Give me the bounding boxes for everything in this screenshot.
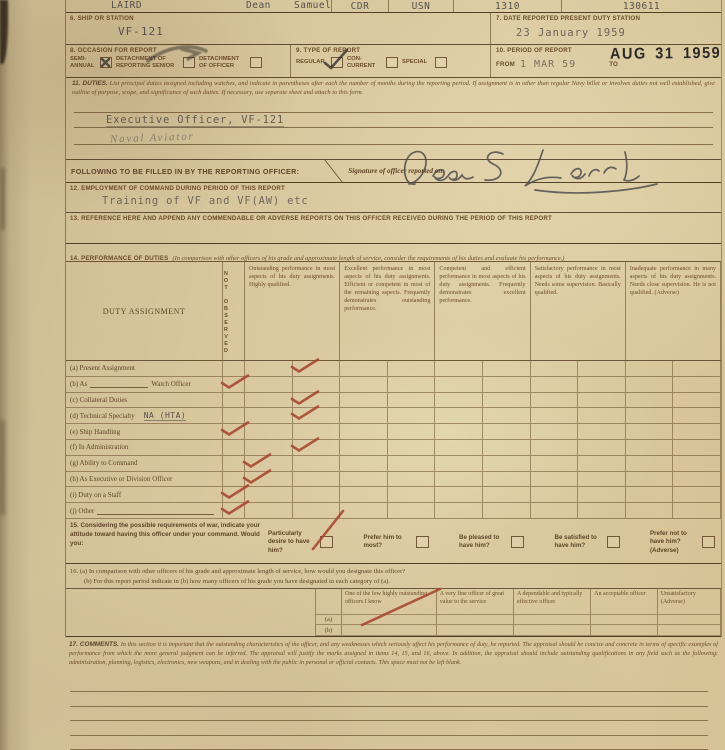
duty-label-tail: Watch Officer <box>151 380 191 389</box>
service-cell: USN <box>388 0 453 12</box>
attitude-option <box>364 534 429 551</box>
rating-column-header: Excellent performance in most aspects of his duty assignments. Efficient or competent in most of the remaining aspects. Frequently demonstrates outstanding performance. <box>340 262 435 360</box>
ship-or-station-label: 6. SHIP OR STATION <box>70 15 134 22</box>
duty-row-label <box>66 503 223 518</box>
duty-entry-typed: Executive Officer, VF-121 <box>106 114 285 127</box>
not-observed-cell <box>223 487 245 502</box>
duty-row <box>66 503 721 519</box>
rating-cell <box>483 503 531 518</box>
rating-cell <box>673 440 721 455</box>
rating-cell <box>245 424 293 439</box>
section-references <box>66 213 721 244</box>
rating-cell <box>340 487 388 502</box>
date-reported-value: 23 January 1959 <box>516 27 626 39</box>
red-checkmark <box>290 437 320 452</box>
rating-cell <box>293 456 341 471</box>
duty-row-label <box>66 472 223 487</box>
rank-cell: CDR <box>331 0 388 12</box>
checkbox <box>250 57 262 68</box>
designation-blank-cell <box>66 589 316 636</box>
employment-label: 12. EMPLOYMENT OF COMMAND DURING PERIOD OF THIS REPORT <box>70 185 285 192</box>
rating-cell <box>673 377 721 392</box>
file-number-cell: 130611 <box>561 0 721 12</box>
report-option <box>199 56 262 69</box>
performance-header <box>66 244 721 262</box>
date-stamp: AUG 31 1959 <box>609 44 722 64</box>
not-observed-cell <box>223 456 245 471</box>
rating-cell <box>340 456 388 471</box>
rating-cell <box>388 408 436 423</box>
rating-cell <box>388 377 436 392</box>
rating-cell <box>388 393 436 408</box>
checkbox <box>416 536 429 548</box>
report-option <box>347 56 398 69</box>
designation-column-header: An acceptable officer <box>591 589 658 615</box>
checkbox <box>100 57 112 68</box>
not-observed-cell <box>223 503 245 518</box>
rating-cell <box>531 393 579 408</box>
designation-column-header: A dependable and typically effective officer <box>514 589 591 615</box>
not-observed-cell <box>223 361 245 376</box>
checkbox <box>702 536 715 548</box>
red-slash-mark <box>311 519 347 553</box>
rating-cell <box>673 408 721 423</box>
rating-cell <box>245 408 293 423</box>
rating-cell <box>626 472 674 487</box>
designation-cell <box>658 625 721 636</box>
rating-cell <box>483 487 531 502</box>
rating-cell <box>626 456 674 471</box>
attitude-option-label: Be satisfied to have him? <box>554 534 597 550</box>
red-checkmark <box>290 405 320 420</box>
edge-smudge <box>1 168 5 230</box>
designation-cell <box>437 615 514 626</box>
not-observed-cell <box>223 393 245 408</box>
performance-title: 14. PERFORMANCE OF DUTIES <box>70 255 169 262</box>
report-option-label: SEMI-ANNUAL <box>70 56 95 69</box>
references-label: 13. REFERENCE HERE AND APPEND ANY COMMENDABLE OR ADVERSE REPORTS ON THIS OFFICER RECEIVED DURING THE PERIOD OF THIS REPORT <box>70 215 552 222</box>
row-occasion-type-period <box>66 45 721 78</box>
designator-cell: 1310 <box>453 0 561 12</box>
rating-cell <box>531 361 579 376</box>
rating-cell <box>293 440 341 455</box>
pencil-x-mark <box>101 58 111 67</box>
checkbox <box>386 57 398 68</box>
duty-row <box>66 377 721 393</box>
red-checkmark <box>290 390 320 405</box>
attitude-question: 15. Considering the possible requirements of war, indicate your attitude toward having this officer under your command. Would you: <box>70 521 261 547</box>
rating-column-header: Competent and efficient performance in most aspects of his duty assignments. Frequently demonstrates excellent performance. <box>435 262 530 360</box>
signature <box>385 140 685 200</box>
comment-ruled-lines <box>65 678 722 750</box>
field-occasion <box>66 45 291 77</box>
banner-left-label: FOLLOWING TO BE FILLED IN BY THE REPORTING OFFICER: <box>71 166 300 176</box>
rating-cell <box>483 424 531 439</box>
rating-cell <box>435 472 483 487</box>
not-observed-cell <box>223 472 245 487</box>
rating-cell <box>245 503 293 518</box>
comments-instructions <box>69 640 718 667</box>
rating-cell <box>578 377 626 392</box>
attitude-option <box>650 530 715 555</box>
duty-label-text: (e) Ship Handling <box>70 427 121 436</box>
rating-cell <box>245 361 293 376</box>
attitude-option-label: Particularly desire to have him? <box>268 529 310 554</box>
rating-cell <box>673 503 721 518</box>
designation-line-a: 16. (a) In comparison with other officers of his grade and approximate length of service, how would you designate this officer? <box>70 567 406 575</box>
rating-cell <box>578 361 626 376</box>
rating-cell <box>245 487 293 502</box>
duty-label-text: (f) In Administration <box>70 443 129 452</box>
duty-row <box>66 408 721 424</box>
rating-cell <box>388 503 436 518</box>
designation-column-header: Unsatisfactory (Adverse) <box>658 589 721 615</box>
rating-cell <box>626 408 674 423</box>
rating-cell <box>626 424 674 439</box>
rating-cell <box>435 377 483 392</box>
rating-column-header: Outstanding performance in most aspects of his duty assignments. Highly qualified. <box>245 262 340 360</box>
ship-or-station-value: VF-121 <box>118 25 164 38</box>
ruled-line <box>74 113 713 128</box>
duty-row <box>66 487 721 503</box>
form-frame <box>65 0 722 637</box>
designation-cell <box>437 625 514 636</box>
duty-row <box>66 456 721 472</box>
duty-row-label <box>66 361 223 376</box>
duties-number: 11. DUTIES. <box>72 80 108 87</box>
type-options <box>296 56 488 69</box>
duty-label-text: (b) As <box>70 380 88 389</box>
checkbox <box>183 57 195 68</box>
designation-row-label: (b) <box>316 625 342 636</box>
duty-row <box>66 424 721 440</box>
red-checkmark <box>242 469 272 484</box>
duty-entry-handwritten: Naval Aviator <box>109 130 195 146</box>
rating-cell <box>435 503 483 518</box>
rating-cell <box>435 487 483 502</box>
edge-smudge-lower <box>0 420 5 515</box>
fill-in-line <box>97 507 214 515</box>
comment-line <box>70 692 708 706</box>
report-option-label: DETACHMENT OF REPORTING SENIOR <box>116 56 175 69</box>
designation-label-header-cell <box>316 589 342 615</box>
rating-cell <box>673 424 721 439</box>
rating-column-header: Inadequate performance in many aspects of his duty assignments. Needs close supervision. He is not qualified. (Adverse) <box>626 262 721 360</box>
rating-cell <box>293 408 341 423</box>
performance-table-header <box>66 262 721 361</box>
designation-cell <box>591 625 658 636</box>
period-from-value: 1 MAR 59 <box>520 59 577 70</box>
report-option-label: CON-CURRENT <box>347 56 376 69</box>
rating-cell <box>626 503 674 518</box>
rating-cell <box>483 472 531 487</box>
designation-column-header: A very fine officer of great value to the service <box>437 589 514 615</box>
fill-in-line <box>90 380 148 388</box>
duty-row-label <box>66 487 223 502</box>
field-period-of-report <box>491 45 721 77</box>
rating-cell <box>578 472 626 487</box>
last-name: LAIRD <box>111 0 143 11</box>
rating-cell <box>245 377 293 392</box>
duty-label-text: (a) Present Assignment <box>70 364 135 373</box>
designation-cell <box>342 625 437 636</box>
attitude-option-label: Be pleased to have him? <box>459 534 500 550</box>
rating-cell <box>388 424 436 439</box>
rating-cell <box>435 424 483 439</box>
rating-cell <box>340 440 388 455</box>
field-type-of-report <box>291 45 491 77</box>
section-attitude <box>66 519 721 564</box>
checkbox <box>320 536 333 548</box>
duty-row-label <box>66 440 223 455</box>
rating-cell <box>340 424 388 439</box>
report-option-label: REGULAR <box>296 59 325 66</box>
rating-cell <box>531 440 579 455</box>
duty-row <box>66 440 721 456</box>
duties-instructions <box>72 80 715 97</box>
rating-cell <box>626 487 674 502</box>
first-name: Dean <box>246 0 271 11</box>
rating-cell <box>388 440 436 455</box>
duty-label-text: (d) Technical Specialty <box>70 411 135 420</box>
duty-row-label <box>66 393 223 408</box>
designation-cell <box>658 615 721 626</box>
rating-cell <box>578 487 626 502</box>
rating-cell <box>531 408 579 423</box>
rating-cell <box>578 503 626 518</box>
duty-row <box>66 393 721 409</box>
duty-row-label <box>66 377 223 392</box>
not-observed-header: NOT OBSERVED <box>223 262 245 360</box>
rating-cell <box>435 456 483 471</box>
report-option <box>116 56 195 69</box>
duty-row-label <box>66 408 223 423</box>
checkbox <box>511 536 524 548</box>
date-reported-label: 7. DATE REPORTED PRESENT DUTY STATION <box>496 15 641 22</box>
pencil-checkmark <box>325 53 349 71</box>
row-ship-date <box>66 13 721 45</box>
field-ship-or-station <box>66 13 491 44</box>
rating-cell <box>293 377 341 392</box>
rating-cell <box>531 472 579 487</box>
rating-cell <box>388 456 436 471</box>
banner-arrow-divider <box>299 160 343 182</box>
rating-cell <box>340 408 388 423</box>
rating-cell <box>340 503 388 518</box>
ruled-line <box>74 97 713 113</box>
middle-name: Samuel <box>294 0 332 11</box>
attitude-option <box>459 534 524 551</box>
comment-line <box>70 721 708 735</box>
duty-row-label <box>66 456 223 471</box>
signature-caption: Signature of officer reported on: <box>348 167 445 175</box>
checkbox <box>607 536 620 548</box>
comment-line <box>70 707 708 721</box>
rating-cell <box>673 393 721 408</box>
rating-cell <box>483 456 531 471</box>
designation-cell <box>342 615 437 626</box>
rating-cell <box>293 487 341 502</box>
rating-cell <box>626 440 674 455</box>
report-option <box>70 56 112 69</box>
duty-row <box>66 361 721 377</box>
attitude-option-label: Prefer not to have him? (Adverse) <box>650 529 687 554</box>
occasion-options <box>70 56 288 69</box>
comment-line <box>70 678 708 692</box>
red-checkmark <box>242 453 272 468</box>
designation-table <box>66 588 721 637</box>
rating-cell <box>626 393 674 408</box>
rating-cell <box>673 361 721 376</box>
duty-row-label <box>66 424 223 439</box>
designation-cell <box>591 615 658 626</box>
rating-cell <box>531 424 579 439</box>
comments-text: In this section it is important that the outstanding characteristics of the officer, and any weaknesses which seriously affect his performance of duty, be reported. The appraisal should be concise and concrete in terms of specific examples of performance from which the more general judgment can be inferred. The appraisal will justify the marks assigned in items 14, 15, and 16, above. In addition, the appraisal should include outstanding qualifications in any field such as the following: administration, planning, logistics, electronics, new weapons, and in dealing with the public in personal or official contacts. This space must not be left blank. <box>69 640 718 666</box>
designation-row-label: (a) <box>316 615 342 626</box>
attitude-option <box>268 530 333 555</box>
rating-cell <box>388 361 436 376</box>
duty-label-text: (c) Collateral Duties <box>70 395 128 404</box>
rating-cell <box>626 361 674 376</box>
report-option <box>402 57 447 68</box>
rating-cell <box>483 393 531 408</box>
designation-line-b: (b) For this report period indicate in (b) how many officers of his grade you have designated in each category of (a). <box>84 577 391 585</box>
name-row <box>66 0 721 13</box>
rating-cell <box>483 440 531 455</box>
duty-row <box>66 472 721 488</box>
rating-cell <box>245 393 293 408</box>
rating-cell <box>435 408 483 423</box>
duty-label-text: (i) Duty on a Staff <box>70 490 122 499</box>
rating-cell <box>531 377 579 392</box>
designation-cell <box>514 615 591 626</box>
rating-cell <box>388 472 436 487</box>
to-label: TO <box>609 61 619 68</box>
duty-assignment-header: DUTY ASSIGNMENT <box>66 262 223 360</box>
rating-cell <box>293 361 341 376</box>
designation-column-header: One of the few highly outstanding officers I know <box>342 589 437 615</box>
rating-cell <box>673 472 721 487</box>
rating-cell <box>340 377 388 392</box>
checkbox <box>435 57 447 68</box>
rating-cell <box>245 472 293 487</box>
comments-number: 17. COMMENTS. <box>69 640 119 648</box>
type-of-report-label: 9. TYPE OF REPORT <box>296 47 361 54</box>
rating-cell <box>578 393 626 408</box>
performance-note: (In comparison with other officers of his grade and approximate length of service, consider the requirements of his duties and evaluate his performance.) <box>172 255 565 262</box>
designation-text <box>66 564 721 588</box>
rating-cell <box>435 393 483 408</box>
duty-label-text: (g) Ability to Command <box>70 459 138 468</box>
rating-cell <box>626 377 674 392</box>
not-observed-cell <box>223 377 245 392</box>
rating-cell <box>340 393 388 408</box>
red-checkmark <box>290 358 320 373</box>
occasion-label: 8. OCCASION FOR REPORT <box>70 47 157 54</box>
binding-edge-shadow <box>0 0 65 750</box>
comment-line <box>70 736 708 750</box>
not-observed-cell <box>223 440 245 455</box>
rating-cell <box>578 424 626 439</box>
performance-table-rows <box>66 361 721 519</box>
rating-cell <box>435 361 483 376</box>
rating-cell <box>388 487 436 502</box>
report-option-label: DETACHMENT OF OFFICER <box>199 56 240 69</box>
not-observed-cell <box>223 424 245 439</box>
rating-cell <box>578 456 626 471</box>
not-observed-cell <box>223 408 245 423</box>
duty-label-text: (h) As Executive or Division Officer <box>70 474 173 483</box>
rating-cell <box>293 472 341 487</box>
rating-cell <box>531 503 579 518</box>
rating-cell <box>578 440 626 455</box>
rating-cell <box>340 472 388 487</box>
rating-column-header: Satisfactory performance in most aspects of his duty assignments. Needs some supervision. Basically qualified. <box>531 262 626 360</box>
rating-cell <box>483 377 531 392</box>
attitude-option-label: Prefer him to most? <box>363 534 402 550</box>
rating-cell <box>435 440 483 455</box>
rating-cell <box>673 456 721 471</box>
rating-cell <box>673 487 721 502</box>
rating-cell <box>340 361 388 376</box>
duties-instructions-text: List principal duties assigned including watches, and indicate in parentheses after each the number of months during the reporting period. If assignment is in other than regular Navy billet or involves duties not well established, give outline of purpose, scope, and significance of such duties. If necessary, use separate sheet and attach to this form. <box>72 80 715 96</box>
field-date-reported <box>491 13 721 44</box>
employment-value: Training of VF and VF(AW) etc <box>102 195 309 207</box>
rating-cell <box>293 424 341 439</box>
rating-cell <box>531 456 579 471</box>
rating-cell <box>293 503 341 518</box>
report-option <box>296 57 343 68</box>
report-option-label: SPECIAL <box>402 59 428 66</box>
section-comments <box>65 637 722 677</box>
rating-cell <box>483 408 531 423</box>
checkbox <box>331 57 343 68</box>
rating-cell <box>531 487 579 502</box>
attitude-option <box>555 534 620 551</box>
duty-typed-value: NA (HTA) <box>143 410 187 420</box>
duty-label-text: (j) Other <box>70 506 95 515</box>
form-body <box>65 0 722 750</box>
period-label: 10. PERIOD OF REPORT <box>496 47 572 54</box>
rating-cell <box>578 408 626 423</box>
name-cell <box>66 0 331 12</box>
rating-cell <box>245 440 293 455</box>
from-label: FROM <box>496 61 516 68</box>
attitude-options <box>268 522 715 563</box>
rating-cell <box>245 456 293 471</box>
rating-cell <box>483 361 531 376</box>
rating-cell <box>293 393 341 408</box>
designation-cell <box>514 625 591 636</box>
